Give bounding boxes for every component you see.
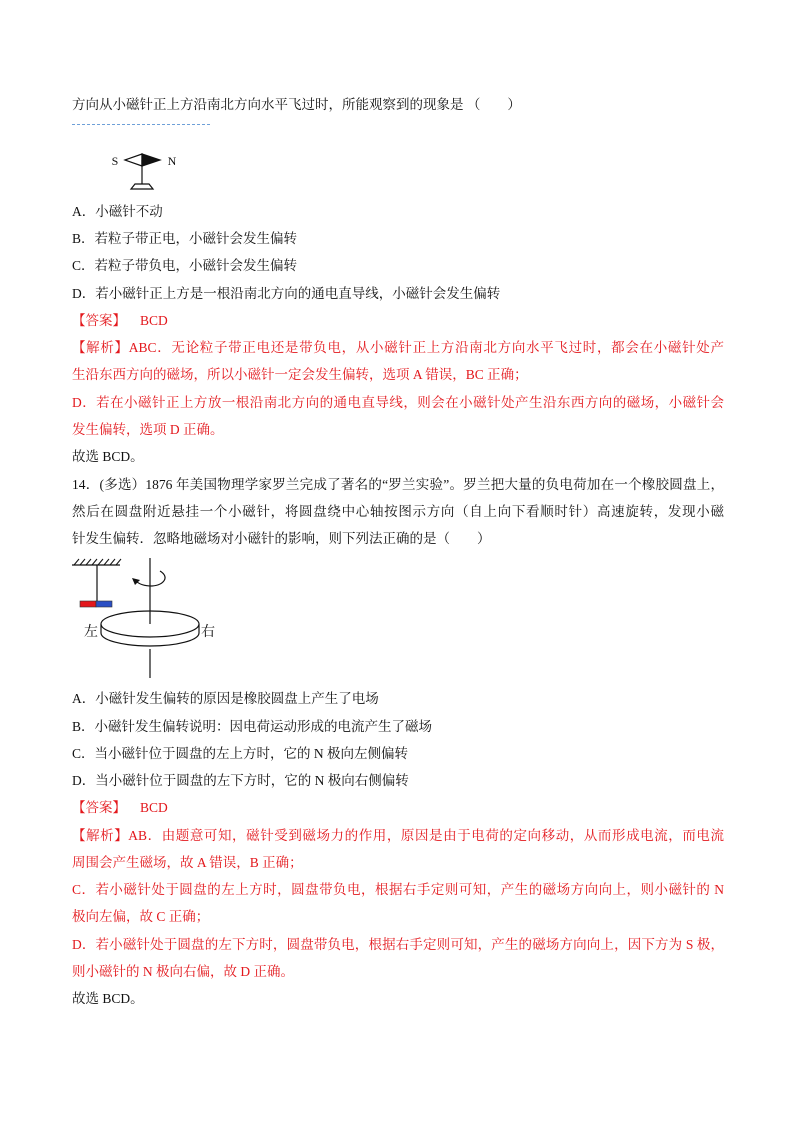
q14-analysis-line-4: 极向左偏，故 C 正确； (72, 908, 210, 924)
q13-analysis-line-2: 生沿东西方向的磁场，所以小磁针一定会发生偏转，选项 A 错误，BC 正确； (72, 366, 528, 382)
needle-base (131, 184, 153, 189)
analysis-text: ABC．无论粒子带正电还是带负电，从小磁针正上方沿南北方向水平飞过时，都会在小磁针处产 (128, 339, 724, 355)
q13-analysis-line-3: D．若在小磁针正上方放一根沿南北方向的通电直导线，则会在小磁针处产生沿东西方向的磁场，小磁针会 (72, 394, 724, 410)
dashed-divider (72, 124, 210, 125)
q14-analysis-line-2: 周围会产生磁场，故 A 错误，B 正确； (72, 854, 303, 870)
analysis-label: 【解析】 (72, 339, 129, 355)
q14-stem-line-2: 然后在圆盘附近悬挂一个小磁针，将圆盘绕中心轴按图示方向（自上向下看顺时针）高速旋转，发现小磁 (72, 503, 724, 519)
q13-option-d: D．若小磁针正上方是一根沿南北方向的通电直导线，小磁针会发生偏转 (72, 285, 501, 301)
rotation-arrowhead-icon (132, 578, 140, 585)
q13-option-b: B．若粒子带正电，小磁针会发生偏转 (72, 230, 298, 246)
q14-option-c: C．当小磁针位于圆盘的左上方时，它的 N 极向左侧偏转 (72, 745, 409, 761)
compass-needle-figure (100, 140, 190, 192)
answer-value: BCD (140, 312, 168, 328)
answer-value: BCD (140, 799, 168, 815)
q14-stem-line-1: 14．(多选）1876 年美国物理学家罗兰完成了著名的“罗兰实验”。罗兰把大量的负电荷加在一个橡胶圆盘上， (72, 476, 724, 492)
answer-label: 【答案】 (72, 799, 126, 815)
q13-option-c: C．若粒子带负电，小磁针会发生偏转 (72, 257, 298, 273)
q14-option-b: B．小磁针发生偏转说明：因电荷运动形成的电流产生了磁场 (72, 718, 433, 734)
rowland-experiment-figure (66, 555, 236, 683)
ceiling-hatching (74, 559, 121, 565)
q14-analysis-line-6: 则小磁针的 N 极向右偏，故 D 正确。 (72, 963, 294, 979)
q13-answer (72, 307, 724, 334)
magnet-blue-pole (96, 601, 112, 607)
q14-answer (72, 794, 724, 821)
q14-analysis-line-5: D．若小磁针处于圆盘的左下方时，圆盘带负电，根据右手定则可知，产生的磁场方向向上，因下方为 S 极， (72, 936, 724, 952)
left-label: 左 (84, 625, 98, 640)
q13-stem-tail: 方向从小磁针正上方沿南北方向水平飞过时，所能观察到的现象是 （ ） (72, 96, 521, 112)
needle-south-half (125, 154, 142, 166)
q14-analysis-line-1 (72, 822, 724, 849)
magnet-red-pole (80, 601, 96, 607)
q14-conclusion: 故选 BCD。 (72, 990, 144, 1006)
q13-analysis-line-1 (72, 334, 724, 361)
q13-option-a: A．小磁针不动 (72, 203, 163, 219)
q14-stem-line-3: 针发生偏转．忽略地磁场对小磁针的影响，则下列法正确的是（ ） (72, 530, 491, 546)
answer-label: 【答案】 (72, 312, 126, 328)
q13-analysis-line-4: 发生偏转，选项 D 正确。 (72, 421, 224, 437)
q14-option-a: A．小磁针发生偏转的原因是橡胶圆盘上产生了电场 (72, 690, 379, 706)
analysis-text: AB．由题意可知，磁针受到磁场力的作用，原因是由于电荷的定向移动，从而形成电流，而电流 (128, 827, 724, 843)
south-label: S (111, 154, 119, 168)
q14-analysis-line-3: C．若小磁针处于圆盘的左上方时，圆盘带负电，根据右手定则可知，产生的磁场方向向上，则小磁针的 N (72, 881, 724, 897)
right-label: 右 (201, 625, 215, 640)
analysis-label: 【解析】 (72, 827, 129, 843)
q13-conclusion: 故选 BCD。 (72, 448, 144, 464)
north-label: N (167, 154, 177, 168)
q14-option-d: D．当小磁针位于圆盘的左下方时，它的 N 极向右侧偏转 (72, 772, 409, 788)
needle-north-half (142, 154, 160, 166)
